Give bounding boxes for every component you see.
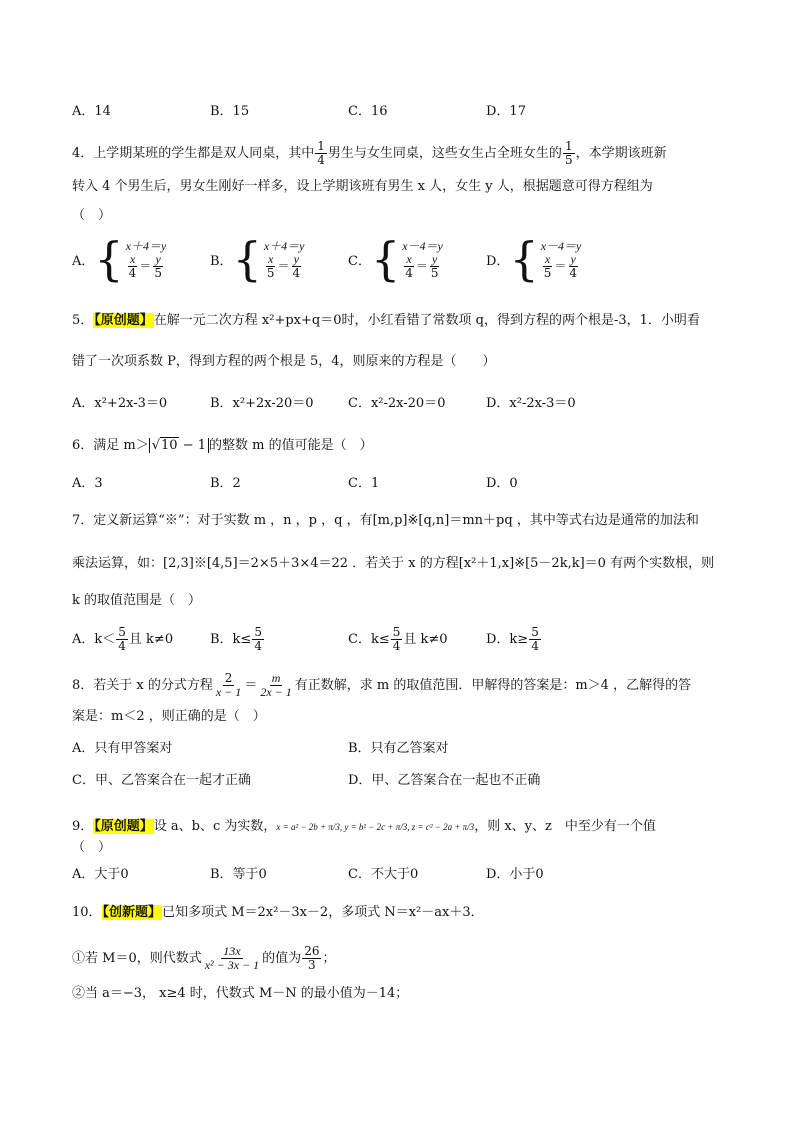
q5-line-1: 5．【原创题】在解一元二次方程 x²+px+q＝0时，小红看错了常数项 q，得到方程的两个根是-3，1．小明看: [72, 313, 700, 328]
q8-option-a: A．只有甲答案对: [72, 741, 173, 756]
q6-option-c: C．1: [348, 476, 380, 491]
q4-option-a: A． { x＋4＝y $\frac{x}{4}$ ＝ $\frac{y}{5}$: [72, 232, 167, 286]
q6-option-b: B．2: [210, 476, 241, 491]
q9-option-b: B．等于0: [210, 867, 267, 882]
q4-frac-1: $\frac{1}{4}$: [317, 139, 325, 167]
innovation-question-tag: 【创新题】: [102, 905, 162, 920]
q4-option-c: C． { x－4＝y $\frac{x}{4}$ ＝ $\frac{y}{5}$: [348, 232, 443, 286]
q3-option-d: D．17: [486, 104, 526, 119]
q7-option-b: B．k≤ $\frac{5}{4}$: [210, 625, 262, 653]
q8-option-b: B．只有乙答案对: [348, 741, 449, 756]
q4-line-3: （ ）: [72, 208, 112, 223]
q4-option-b: B． { x＋4＝y $\frac{x}{5}$ ＝ $\frac{y}{4}$: [210, 232, 305, 286]
q5-option-c: C．x²-2x-20＝0: [348, 396, 446, 411]
q10-line-1: 10．【创新题】已知多项式 M＝2x²－3x－2，多项式 N＝x²－ax＋3．: [72, 905, 484, 920]
q5-option-d: D．x²-2x-3＝0: [486, 396, 576, 411]
q7-option-d: D．k≥ $\frac{5}{4}$: [486, 625, 539, 653]
q8-line-1: 8．若关于 x 的分式方程 $\frac{2}{x - 1}$ ＝ $\frac{m}{2x - 1}$ 有正数解，求 m 的取值范围．甲解得的答案是：m＞4 ，乙解得的答: [72, 671, 692, 699]
q8-option-c: C．甲、乙答案合在一起才正确: [72, 773, 251, 788]
q9-line-2: （ ）: [72, 840, 112, 855]
q8-option-d: D．甲、乙答案合在一起也不正确: [348, 773, 541, 788]
q5-line-2: 错了一次项系数 P，得到方程的两个根是 5，4，则原来的方程是（ ）: [72, 354, 496, 369]
q6-line: 6．满足 m＞ √10 − 1 的整数 m 的值可能是（ ）: [72, 438, 373, 453]
q3-option-c: C．16: [348, 104, 388, 119]
q3-option-a: A．14: [72, 104, 111, 119]
q4-text-a: 4．上学期某班的学生都是双人同桌，其中: [72, 146, 315, 161]
q6-option-d: D．0: [486, 476, 518, 491]
q10-line-3: ②当 a＝−3， x≥4 时，代数式 M－N 的最小值为－14；: [72, 986, 409, 1001]
q7-line-2: 乘法运算，如：[2,3]※[4,5]＝2×5＋3×4＝22 ．若关于 x 的方程[x²＋1,x]※[5－2k,k]＝0 有两个实数根，则: [72, 556, 715, 571]
q9-option-a: A．大于0: [72, 867, 129, 882]
q5-option-b: B．x²+2x-20＝0: [210, 396, 314, 411]
q4-frac-2: $\frac{1}{5}$: [564, 139, 573, 167]
q9-line-1: 9．【原创题】设 a、b、c 为实数，x = a² − 2b + π/3, y = b² − 2c + π/3, z = c² − 2a + π/3，则 x、y、z 中至少有一个值: [72, 819, 656, 834]
q4-line-2: 转入 4 个男生后，男女生刚好一样多，设上学期该班有男生 x 人，女生 y 人，根据题意可得方程组为: [72, 179, 653, 194]
q7-line-3: k 的取值范围是（ ）: [72, 593, 202, 608]
q9-option-d: D．小于0: [486, 867, 544, 882]
q4-text-b: 男生与女生同桌，这些女生占全班女生的: [327, 146, 562, 161]
q7-line-1: 7．定义新运算“※”：对于实数 m ，n ，p ，q ，有[m,p]※[q,n]＝mn＋pq ，其中等式右边是通常的加法和: [72, 513, 699, 528]
q9-option-c: C．不大于0: [348, 867, 419, 882]
q10-line-2: ①若 M＝0，则代数式 $\frac{13x}{\text{x² − 3x − 1}}$ 的值为 $\frac{26}{3}$ ；: [72, 944, 336, 972]
q5-option-a: A．x²+2x-3＝0: [72, 396, 168, 411]
q4-option-d: D． { x－4＝y $\frac{x}{5}$ ＝ $\frac{y}{4}$: [486, 232, 582, 286]
q3-option-b: B．15: [210, 104, 250, 119]
q7-option-a: A．k＜ $\frac{5}{4}$ 且 k≠0: [72, 625, 174, 653]
q9-expression: x = a² − 2b + π/3, y = b² − 2c + π/3, z = c² − 2a + π/3: [276, 822, 475, 832]
original-question-tag: 【原创题】: [94, 819, 153, 834]
q8-line-2: 案是：m＜2 ，则正确的是（ ）: [72, 709, 266, 724]
original-question-tag: 【原创题】: [94, 313, 153, 328]
q4-line-1: [72, 140, 667, 167]
q7-option-c: C．k≤ $\frac{5}{4}$ 且 k≠0: [348, 625, 448, 653]
q4-text-c: ，本学期该班新: [575, 146, 667, 161]
q6-option-a: A．3: [72, 476, 103, 491]
